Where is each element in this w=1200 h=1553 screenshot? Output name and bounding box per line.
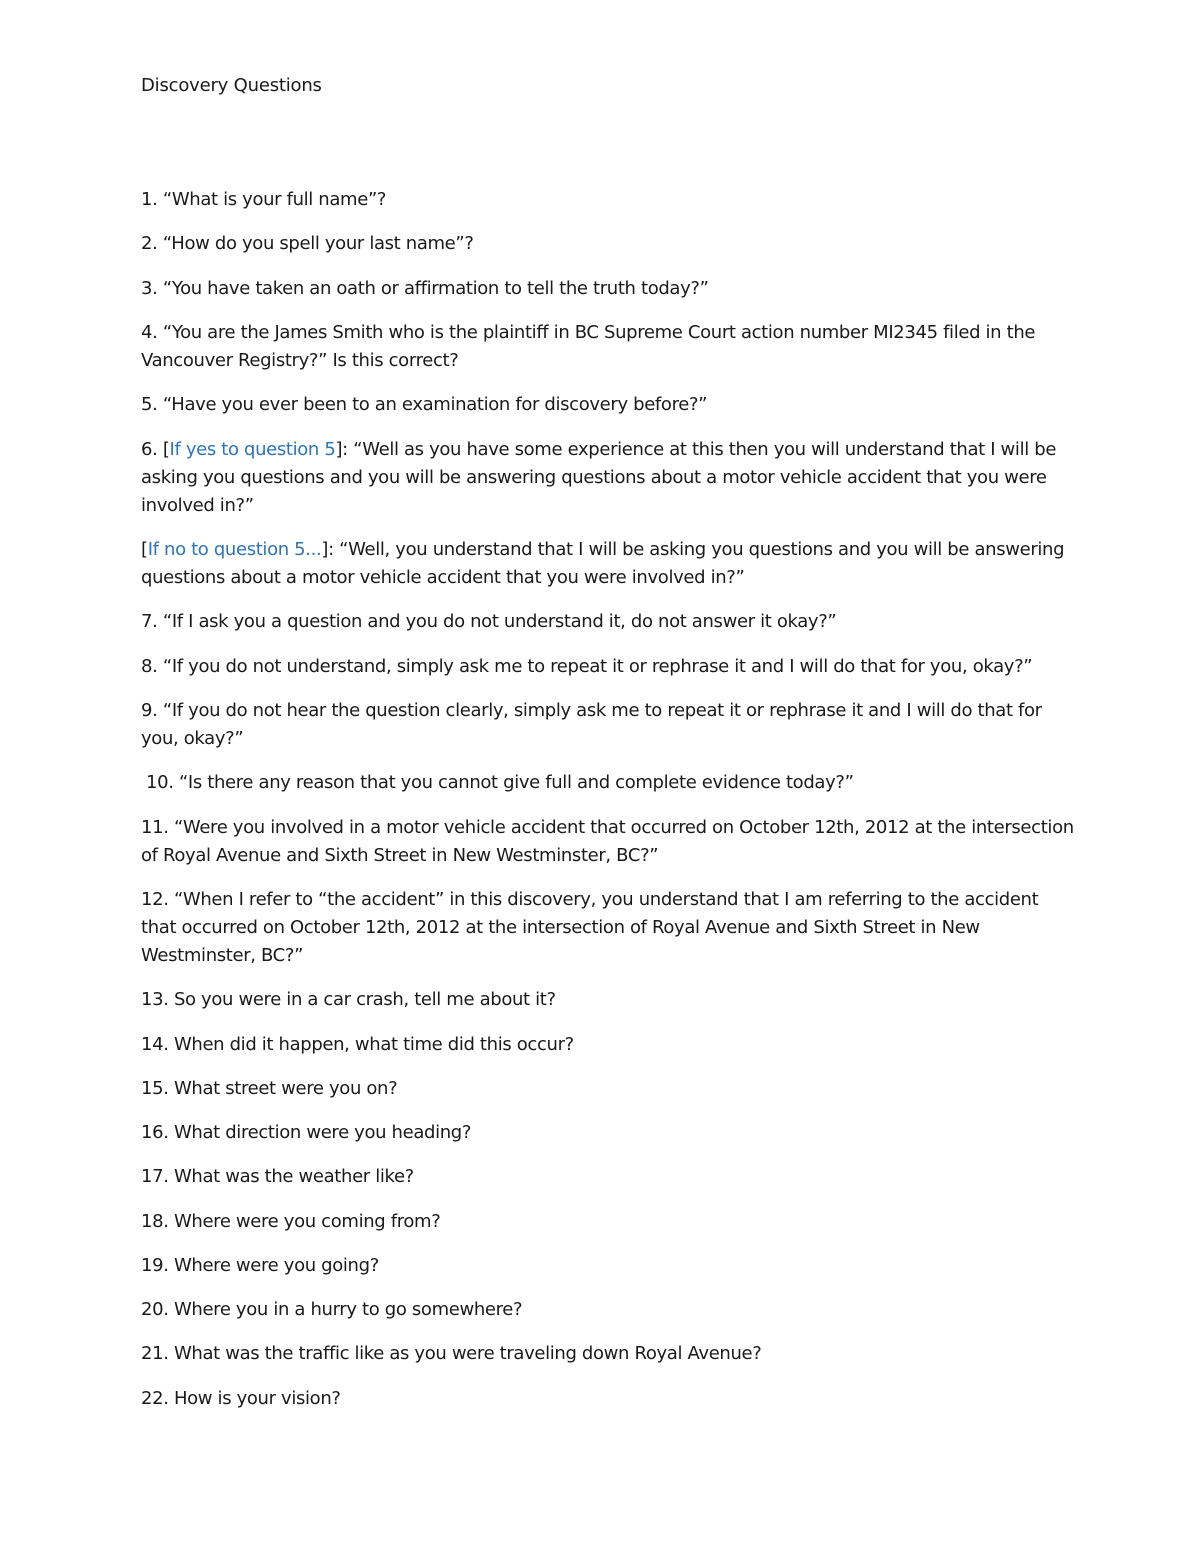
question-12 [141, 886, 1076, 970]
question-11 [141, 814, 1076, 870]
question-text: Where were you coming from? [168, 1211, 441, 1232]
question-number: 15. [141, 1078, 169, 1099]
bracket-open: [ [141, 539, 148, 560]
bracket-open: [ [157, 439, 170, 460]
question-number: 3. [141, 278, 158, 299]
question-3 [141, 275, 1076, 303]
question-number: 7. [141, 611, 158, 632]
question-text: What was the traffic like as you were traveling down Royal Avenue? [168, 1343, 762, 1364]
question-number: 5. [141, 394, 158, 415]
question-number: 12. [141, 889, 169, 910]
question-text: What was the weather like? [168, 1166, 414, 1187]
question-13 [141, 986, 1076, 1014]
question-text: “Have you ever been to an examination for discovery before?” [157, 394, 708, 415]
question-19 [141, 1252, 1076, 1280]
question-14 [141, 1031, 1076, 1059]
question-text: When did it happen, what time did this occur? [168, 1034, 574, 1055]
question-17 [141, 1163, 1076, 1191]
question-text: How is your vision? [168, 1388, 341, 1409]
question-number: 9. [141, 700, 158, 721]
question-21 [141, 1340, 1076, 1368]
question-number: 14. [141, 1034, 169, 1055]
document-title: Discovery Questions [141, 75, 322, 96]
question-number: 4. [141, 322, 158, 343]
question-text: “If I ask you a question and you do not understand it, do not answer it okay?” [157, 611, 837, 632]
question-number: 13. [141, 989, 169, 1010]
question-number: 6. [141, 439, 158, 460]
question-16 [141, 1119, 1076, 1147]
question-number: 21. [141, 1343, 169, 1364]
question-18 [141, 1208, 1076, 1236]
question-text: ]: “Well as you have some experience at this then you will understand that I will be asking you questions and you will be answering questions about a motor vehicle accident that you were involved in?” [141, 439, 1057, 516]
question-7 [141, 608, 1076, 636]
question-4 [141, 319, 1076, 375]
question-text: ]: “Well, you understand that I will be asking you questions and you will be answering questions about a motor vehicle accident that you were involved in?” [141, 539, 1065, 588]
question-5 [141, 391, 1076, 419]
question-number: 2. [141, 233, 158, 254]
condition-label: If yes to question 5 [169, 439, 336, 460]
question-number: 10. [146, 772, 174, 793]
question-number: 16. [141, 1122, 169, 1143]
question-text: “Were you involved in a motor vehicle accident that occurred on October 12th, 2012 at the intersection of Royal Avenue and Sixth Street in New Westminster, BC?” [141, 817, 1074, 866]
question-text: “If you do not hear the question clearly, simply ask me to repeat it or rephrase it and I will do that for you, okay?” [141, 700, 1042, 749]
question-text: “How do you spell your last name”? [157, 233, 474, 254]
question-text: Where you in a hurry to go somewhere? [168, 1299, 523, 1320]
question-text: “You have taken an oath or affirmation to tell the truth today?” [157, 278, 709, 299]
condition-label: If no to question 5... [147, 539, 322, 560]
question-1 [141, 186, 1076, 214]
question-text: Where were you going? [168, 1255, 379, 1276]
question-text: So you were in a car crash, tell me about it? [168, 989, 556, 1010]
question-number: 17. [141, 1166, 169, 1187]
question-number: 22. [141, 1388, 169, 1409]
question-number: 20. [141, 1299, 169, 1320]
question-text: What direction were you heading? [168, 1122, 472, 1143]
question-2 [141, 230, 1076, 258]
question-number: 1. [141, 189, 158, 210]
question-text: “When I refer to “the accident” in this discovery, you understand that I am referring to the accident that occurred on October 12th, 2012 at the intersection of Royal Avenue and Sixth Street in New Westminster, BC?” [141, 889, 1039, 966]
question-number: 18. [141, 1211, 169, 1232]
question-text: “If you do not understand, simply ask me to repeat it or rephrase it and I will do that for you, okay?” [157, 656, 1033, 677]
question-text: “Is there any reason that you cannot give full and complete evidence today?” [173, 772, 854, 793]
question-20 [141, 1296, 1076, 1324]
question-22 [141, 1385, 1076, 1413]
question-6-no [141, 536, 1076, 592]
question-text: “You are the James Smith who is the plaintiff in BC Supreme Court action number MI2345 filed in the Vancouver Registry?” Is this correct? [141, 322, 1036, 371]
question-6-yes [141, 436, 1076, 520]
question-text: “What is your full name”? [157, 189, 387, 210]
question-10 [146, 769, 1081, 797]
question-text: What street were you on? [168, 1078, 398, 1099]
question-9 [141, 697, 1076, 753]
question-8 [141, 653, 1076, 681]
question-number: 11. [141, 817, 169, 838]
question-number: 19. [141, 1255, 169, 1276]
question-number: 8. [141, 656, 158, 677]
question-15 [141, 1075, 1076, 1103]
